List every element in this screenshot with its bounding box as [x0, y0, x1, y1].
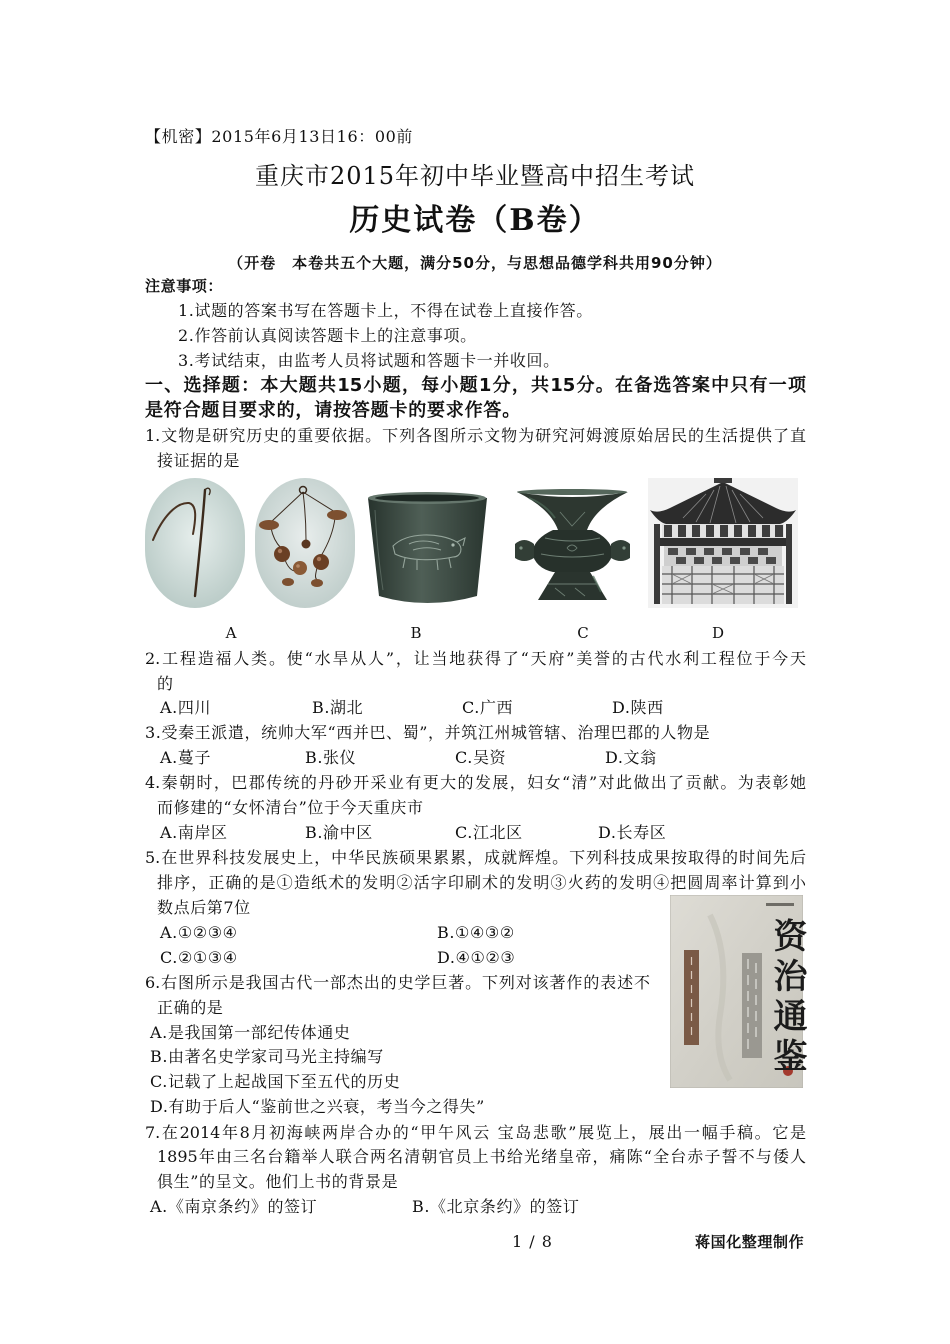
question-6-option-b: B.由著名史学家司马光主持编写	[150, 1047, 384, 1066]
question-6-option-a: A.是我国第一部纪传体通史	[150, 1023, 351, 1042]
question-2-option-a: A.四川	[160, 698, 212, 717]
image-label-b: B	[410, 624, 422, 642]
instruction-item-1: 1.试题的答案书写在答题卡上，不得在试卷上直接作答。	[178, 301, 593, 320]
question-5-option-c: C.②①③④	[160, 948, 238, 967]
instruction-item-2: 2.作答前认真阅读答题卡上的注意事项。	[178, 326, 477, 345]
question-7-line-1: 7.在2014年8月初海峡两岸合办的“甲午风云 宝岛悲歌”展览上，展出一幅手稿。它是	[145, 1123, 806, 1142]
paper-subtitle: 历史试卷（B卷）	[349, 203, 601, 238]
question-1-line-2: 接证据的是	[157, 451, 241, 470]
question-7-option-b: B.《北京条约》的签订	[412, 1197, 580, 1216]
question-2-option-b: B.湖北	[312, 698, 364, 717]
instructions-heading: 注意事项：	[145, 277, 224, 295]
section-heading-line-2: 是符合题目要求的，请按答题卡的要求作答。	[145, 400, 521, 421]
question-5-line-1: 5.在世界科技发展史上，中华民族硕果累累，成就辉煌。下列科技成果按取得的时间先后	[145, 848, 806, 867]
exam-title: 重庆市2015年初中毕业暨高中招生考试	[254, 162, 696, 190]
exam-note: （开卷 本卷共五个大题，满分50分，与思想品德学科共用90分钟）	[228, 254, 722, 272]
bead-necklace-image	[255, 478, 355, 608]
bone-needle-image	[145, 478, 245, 608]
question-4-option-b: B.渝中区	[305, 823, 373, 842]
instruction-item-3: 3.考试结束，由监考人员将试题和答题卡一并收回。	[178, 351, 560, 370]
question-4-line-2: 而修建的“女怀清台”位于今天重庆市	[157, 798, 424, 817]
question-5-option-a: A.①②③④	[160, 923, 238, 942]
question-7-line-2: 1895年由三名台籍举人联合两名清朝官员上书给光绪皇帝，痛陈“全台赤子誓不与倭人	[157, 1147, 806, 1166]
question-3-option-c: C.吴资	[455, 748, 507, 767]
question-4-option-d: D.长寿区	[598, 823, 667, 842]
page-number: 1 / 8	[512, 1232, 553, 1251]
question-5-line-3: 数点后第7位	[157, 898, 251, 917]
wooden-building-model-image	[648, 478, 798, 608]
question-5-line-2: 排序，正确的是①造纸术的发明②活字印刷术的发明③火药的发明④把圆周率计算到小	[157, 873, 806, 892]
image-label-c: C	[577, 624, 589, 642]
question-2-option-d: D.陕西	[612, 698, 664, 717]
question-6-line-1: 6.右图所示是我国古代一部杰出的史学巨著。下列对该著作的表述不	[145, 973, 650, 992]
question-3-option-d: D.文翁	[605, 748, 657, 767]
question-3-line-1: 3.受秦王派遣，统帅大军“西并巴、蜀”，并筑江州城管辖、治理巴郡的人物是	[145, 723, 711, 742]
question-6-option-d: D.有助于后人“鉴前世之兴衰，考当今之得失”	[150, 1097, 485, 1116]
engraved-pottery-jar-image	[365, 490, 490, 608]
question-2-line-1: 2.工程造福人类。使“水旱从人”，让当地获得了“天府”美誉的古代水利工程位于今天	[145, 649, 806, 668]
question-6-option-c: C.记载了上起战国下至五代的历史	[150, 1072, 401, 1091]
confidential-header: 【机密】2015年6月13日16：00前	[145, 127, 413, 146]
question-4-line-1: 4.秦朝时，巴郡传统的丹砂开采业有更大的发展，妇女“清”对此做出了贡献。为表彰她	[145, 773, 806, 792]
question-5-option-b: B.①④③②	[437, 923, 515, 942]
question-5-option-d: D.④①②③	[437, 948, 516, 967]
image-label-a: A	[225, 624, 237, 642]
question-2-option-c: C.广西	[462, 698, 514, 717]
section-heading-line-1: 一、选择题：本大题共15小题，每小题1分，共15分。在备选答案中只有一项	[145, 375, 806, 396]
image-label-d: D	[711, 624, 725, 642]
question-4-option-c: C.江北区	[455, 823, 523, 842]
footer-credit: 蒋国化整理制作	[695, 1233, 805, 1251]
question-4-option-a: A.南岸区	[160, 823, 228, 842]
question-6-line-2: 正确的是	[157, 998, 224, 1017]
question-1-line-1: 1.文物是研究历史的重要依据。下列各图所示文物为研究河姆渡原始居民的生活提供了直	[145, 426, 806, 445]
question-3-option-a: A.蔓子	[160, 748, 212, 767]
bronze-zun-vessel-image	[515, 488, 630, 604]
question-3-option-b: B.张仪	[305, 748, 357, 767]
question-2-line-2: 的	[157, 674, 174, 693]
question-7-option-a: A.《南京条约》的签订	[150, 1197, 318, 1216]
question-7-line-3: 俱生”的呈文。他们上书的背景是	[157, 1172, 399, 1191]
book-cover-title: 资治通鉴	[767, 918, 807, 1078]
